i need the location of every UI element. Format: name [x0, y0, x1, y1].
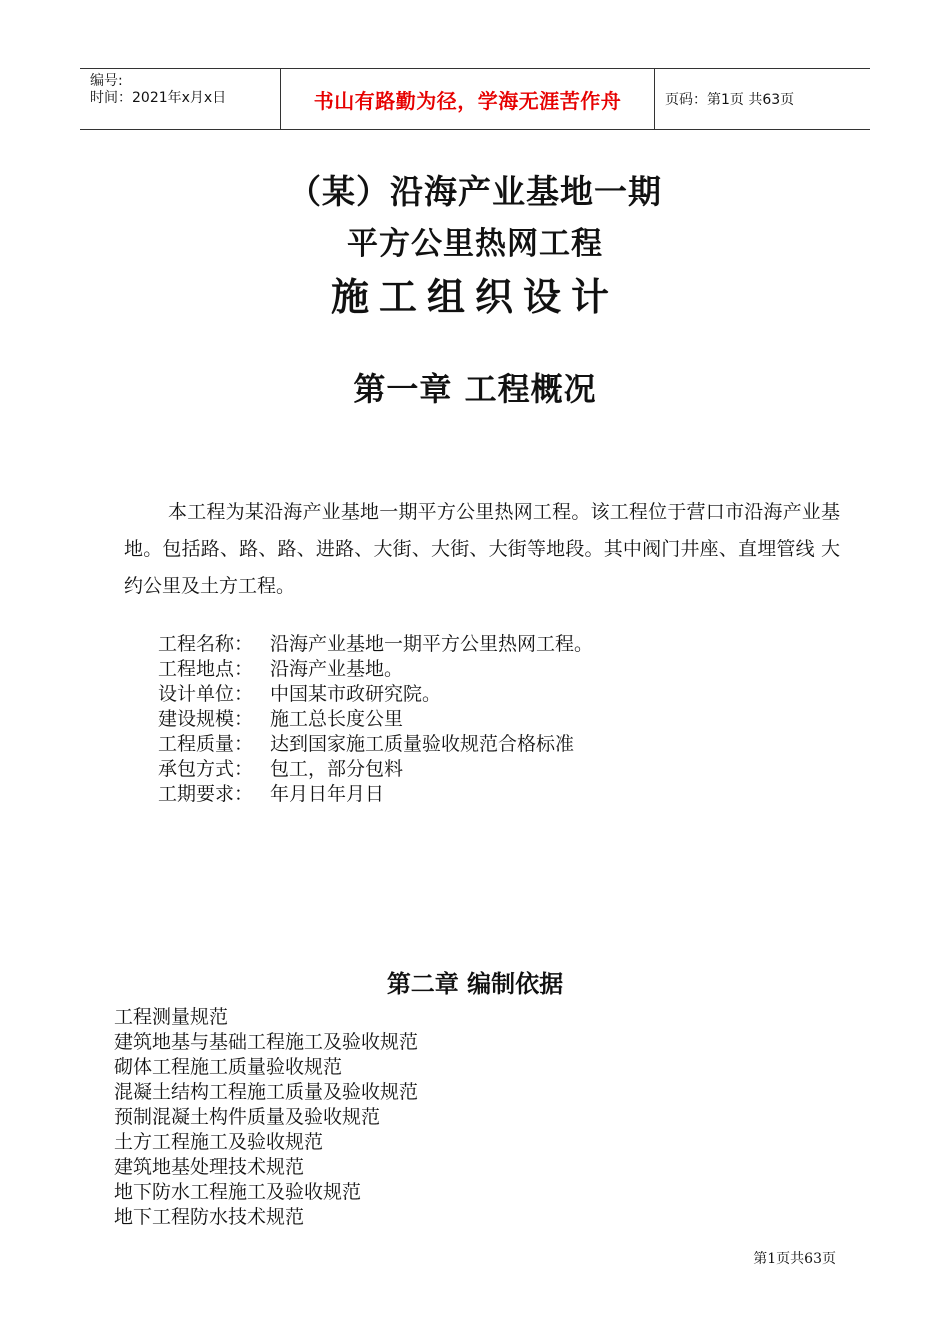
info-value: 沿海产业基地一期平方公里热网工程。	[270, 633, 594, 655]
number-label: 编号:	[90, 73, 123, 89]
info-row-location	[158, 657, 593, 682]
project-info-list	[158, 632, 593, 807]
info-label: 工程地点：	[158, 658, 254, 680]
reference-item: 建筑地基处理技术规范	[114, 1156, 305, 1178]
info-row-schedule	[158, 782, 593, 807]
info-label: 设计单位：	[158, 683, 254, 705]
reference-item: 地下防水工程施工及验收规范	[114, 1181, 362, 1203]
header-page-info: 页码：第1页 共63页	[665, 92, 795, 108]
page-footer: 第1页共63页	[753, 1251, 836, 1267]
reference-list	[114, 1005, 418, 1230]
info-label: 工程质量：	[158, 733, 254, 755]
document-title-line3: 施工组织设计	[330, 274, 619, 319]
info-value: 年月日年月日	[270, 783, 385, 805]
info-row-contract	[158, 757, 593, 782]
document-title-line1: （某）沿海产业基地一期	[288, 172, 662, 211]
info-label: 建设规模：	[158, 708, 254, 730]
time-label: 时间：2021年x月x日	[90, 90, 227, 106]
info-value: 达到国家施工质量验收规范合格标准	[270, 733, 575, 755]
reference-item: 土方工程施工及验收规范	[114, 1131, 324, 1153]
info-value: 沿海产业基地。	[270, 658, 404, 680]
info-row-name	[158, 632, 593, 657]
info-value: 包工，部分包料	[270, 758, 404, 780]
chapter2-heading: 第二章 编制依据	[386, 969, 564, 998]
info-row-quality	[158, 732, 593, 757]
reference-item: 工程测量规范	[114, 1006, 229, 1028]
header-meta	[80, 69, 281, 129]
chapter1-paragraph: 本工程为某沿海产业基地一期平方公里热网工程。该工程位于营口市沿海产业基地。包括路、路、路、进路、大街、大街、大街等地段。其中阀门井座、直埋管线 大约公里及土方工程。	[124, 501, 840, 597]
info-label: 承包方式：	[158, 758, 254, 780]
header-motto: 书山有路勤为径，学海无涯苦作舟	[281, 69, 655, 129]
info-value: 施工总长度公里	[270, 708, 404, 730]
reference-item: 地下工程防水技术规范	[114, 1206, 305, 1228]
reference-item: 砌体工程施工质量验收规范	[114, 1056, 343, 1078]
chapter1-heading: 第一章 工程概况	[353, 370, 597, 408]
page-header	[80, 68, 870, 130]
info-label: 工期要求：	[158, 783, 254, 805]
info-value: 中国某市政研究院。	[270, 683, 442, 705]
document-title-line2: 平方公里热网工程	[347, 226, 603, 262]
reference-item: 建筑地基与基础工程施工及验收规范	[114, 1031, 419, 1053]
reference-item: 预制混凝土构件质量及验收规范	[114, 1106, 381, 1128]
info-row-scale	[158, 707, 593, 732]
info-row-designer	[158, 682, 593, 707]
info-label: 工程名称：	[158, 633, 254, 655]
reference-item: 混凝土结构工程施工质量及验收规范	[114, 1081, 419, 1103]
